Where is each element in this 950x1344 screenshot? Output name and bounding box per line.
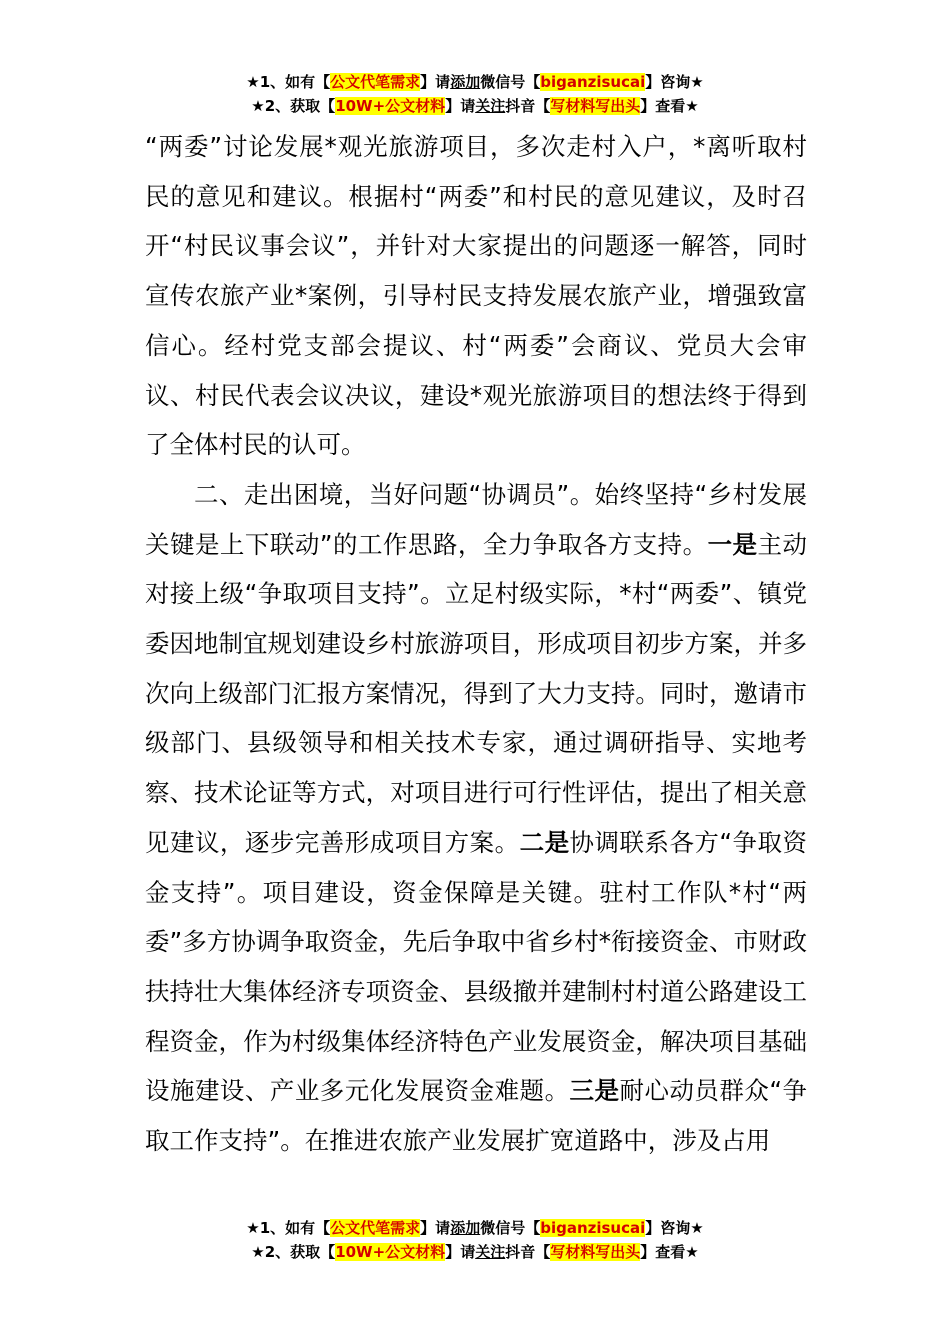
point-one-text: 主动对接上级“争取项目支持”。立足村级实际，*村“两委”、镇党委因地制宜规划建设乡村旅游项目，形成项目初步方案，并多次向上级部门汇报方案情况，得到了大力支持。同时，邀请市级部门、县级领导和相关技术专家，通过调研指导、实地考察、技术论证等方式，对项目进行可行性评估，提出了相关意见建议，逐步完善形成项目方案。 [145, 529, 808, 857]
promo-highlight: 10W+公文材料 [335, 97, 446, 115]
point-one-label: 一是 [707, 529, 758, 559]
point-three-text: 耐心动员群众“争取工作支持”。在推进农旅产业发展扩宽道路中，涉及占用 [145, 1076, 808, 1156]
promo-text: 抖音【 [505, 1243, 551, 1261]
point-two-text: 协调联系各方“争取资金支持”。项目建设，资金保障是关键。驻村工作队*村“两委”多方协调争取资金，先后争取中省乡村*衔接资金、市财政扶持壮大集体经济专项资金、县级撤并建制村村道公路建设工程资金，作为村级集体经济特色产业发展资金，解决项目基础设施建设、产业多元化发展资金难题。 [145, 827, 807, 1106]
promo-text: 】查看★ [640, 1243, 699, 1261]
promo-underlined: 关注 [475, 1243, 506, 1261]
promo-douyin-id: 写材料写出头 [550, 1243, 641, 1261]
header-promo-banner [0, 70, 950, 118]
promo-line-1 [0, 1216, 950, 1240]
promo-text: 微信号【 [480, 1219, 541, 1237]
promo-line-2 [0, 1240, 950, 1264]
promo-text: 】咨询★ [645, 1219, 704, 1237]
promo-wechat-id: biganzisucai [540, 1219, 646, 1237]
promo-text: ★2、获取【 [251, 97, 336, 115]
promo-highlight: 公文代笔需求 [330, 1219, 421, 1237]
promo-text: ★1、如有【 [246, 1219, 331, 1237]
footer-promo-banner [0, 1216, 950, 1264]
paragraph-section-two [145, 470, 807, 1166]
promo-douyin-id: 写材料写出头 [550, 97, 641, 115]
promo-underlined: 添加 [450, 1219, 481, 1237]
point-two-label: 二是 [519, 827, 570, 857]
paragraph-continued: “两委”讨论发展*观光旅游项目，多次走村入户，*离听取村民的意见和建议。根据村“两委”和村民的意见建议，及时召开“村民议事会议”，并针对大家提出的问题逐一解答，同时宣传农旅产业*案例，引导村民支持发展农旅产业，增强致富信心。经村党支部会提议、村“两委”会商议、党员大会审议、村民代表会议决议，建设*观光旅游项目的想法终于得到了全体村民的认可。 [145, 132, 807, 460]
promo-underlined: 添加 [450, 73, 481, 91]
promo-text: 】咨询★ [645, 73, 704, 91]
promo-text: 抖音【 [505, 97, 551, 115]
promo-text: 】请 [420, 73, 451, 91]
promo-highlight: 10W+公文材料 [335, 1243, 446, 1261]
promo-text: 微信号【 [480, 73, 541, 91]
promo-underlined: 关注 [475, 97, 506, 115]
promo-line-2 [0, 94, 950, 118]
promo-text: 】请 [445, 1243, 476, 1261]
point-three-label: 三是 [569, 1076, 620, 1106]
promo-text: 】请 [420, 1219, 451, 1237]
section-intro: 二、走出困境，当好问题“协调员”。始终坚持“乡村发展关键是上下联动”的工作思路，全力争取各方支持。 [145, 479, 807, 559]
promo-highlight: 公文代笔需求 [330, 73, 421, 91]
promo-text: 】请 [445, 97, 476, 115]
document-body [145, 122, 807, 1166]
promo-text: ★1、如有【 [246, 73, 331, 91]
promo-wechat-id: biganzisucai [540, 73, 646, 91]
promo-text: 】查看★ [640, 97, 699, 115]
promo-text: ★2、获取【 [251, 1243, 336, 1261]
promo-line-1 [0, 70, 950, 94]
